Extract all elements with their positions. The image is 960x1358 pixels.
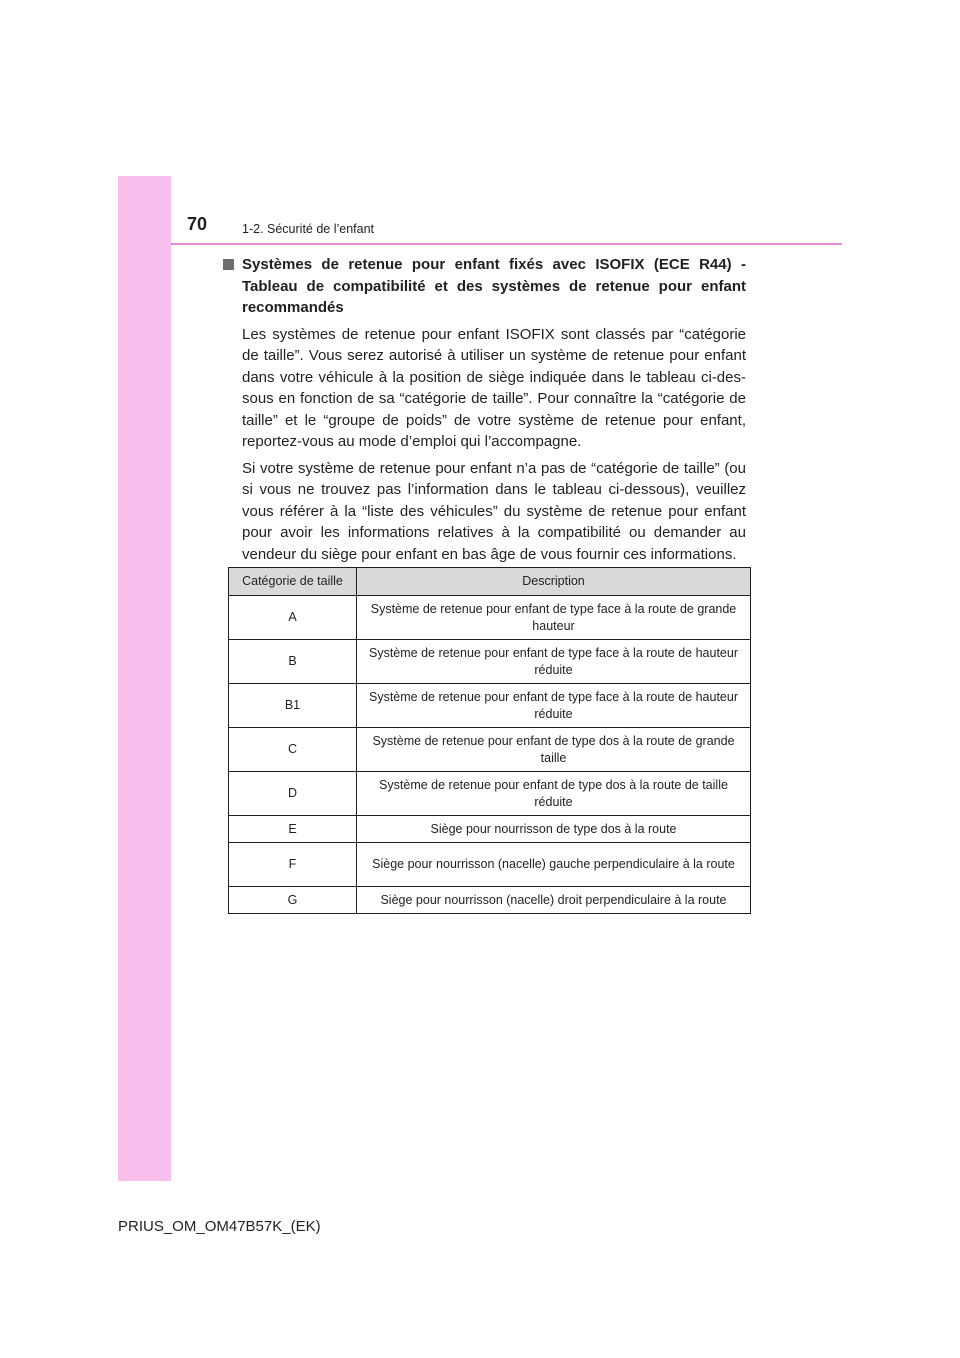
table-header-row — [229, 568, 751, 596]
table-row — [229, 596, 751, 640]
column-header: Catégorie de taille — [229, 568, 357, 596]
paragraph: Si votre système de retenue pour enfant n’a pas de “catégorie de taille” (ou si vous ne trouvez pas l’information dans le tableau ci-dessous), veuillez vous référer à la “liste des véhicules” du système de retenue pour enfant pour avoir les informations relatives à la compatibilité ou demander au vendeur du siège pour enfant en bas âge de vous fournir ces informations. — [242, 459, 746, 563]
table-row — [229, 816, 751, 843]
column-header: Description — [357, 568, 751, 596]
table-cell-description: Siège pour nourrisson (nacelle) droit perpendiculaire à la route — [357, 887, 751, 914]
table-cell-description: Système de retenue pour enfant de type face à la route de grande hauteur — [357, 596, 751, 640]
paragraph: Les systèmes de retenue pour enfant ISOFIX sont classés par “catégorie de taille”. Vous serez autorisé à utiliser un système de retenue pour enfant dans votre véhicule à la position de siège indiquée dans le tableau ci-dessous en fonction de sa “catégorie de taille”. Pour connaître la “catégorie de taille” et le “groupe de poids” de votre système de retenue pour enfant, reportez-vous au mode d’emploi qui l’accompagne. — [242, 325, 746, 450]
section-heading-text: Systèmes de retenue pour enfant fixés avec ISOFIX (ECE R44) - Tableau de compatibilité et des systèmes de retenue pour enfant recommandés — [242, 256, 746, 316]
table-row — [229, 728, 751, 772]
table-row — [229, 843, 751, 887]
table-cell-category: A — [229, 596, 357, 640]
table-cell-description: Siège pour nourrisson de type dos à la route — [357, 816, 751, 843]
table-row — [229, 772, 751, 816]
table-cell-category: D — [229, 772, 357, 816]
table-cell-description: Système de retenue pour enfant de type face à la route de hauteur réduite — [357, 640, 751, 684]
table — [228, 567, 751, 914]
square-bullet-icon — [223, 259, 234, 270]
table-cell-category: B1 — [229, 684, 357, 728]
content-area — [221, 254, 746, 565]
table-cell-category: E — [229, 816, 357, 843]
table-cell-description: Système de retenue pour enfant de type dos à la route de grande taille — [357, 728, 751, 772]
table-cell-category: F — [229, 843, 357, 887]
section-heading — [221, 254, 746, 319]
table-row — [229, 887, 751, 914]
size-category-table — [228, 567, 750, 914]
document-footer: PRIUS_OM_OM47B57K_(EK) — [118, 1218, 321, 1235]
table-row — [229, 684, 751, 728]
table-cell-category: C — [229, 728, 357, 772]
table-cell-description: Siège pour nourrisson (nacelle) gauche perpendiculaire à la route — [357, 843, 751, 887]
side-tab-strip — [118, 176, 171, 1181]
header-rule — [171, 243, 842, 245]
table-cell-category: B — [229, 640, 357, 684]
table-row — [229, 640, 751, 684]
table-cell-description: Système de retenue pour enfant de type dos à la route de taille réduite — [357, 772, 751, 816]
table-cell-description: Système de retenue pour enfant de type face à la route de hauteur réduite — [357, 684, 751, 728]
page-number: 70 — [187, 214, 208, 234]
table-cell-category: G — [229, 887, 357, 914]
section-title: 1-2. Sécurité de l’enfant — [242, 222, 375, 236]
